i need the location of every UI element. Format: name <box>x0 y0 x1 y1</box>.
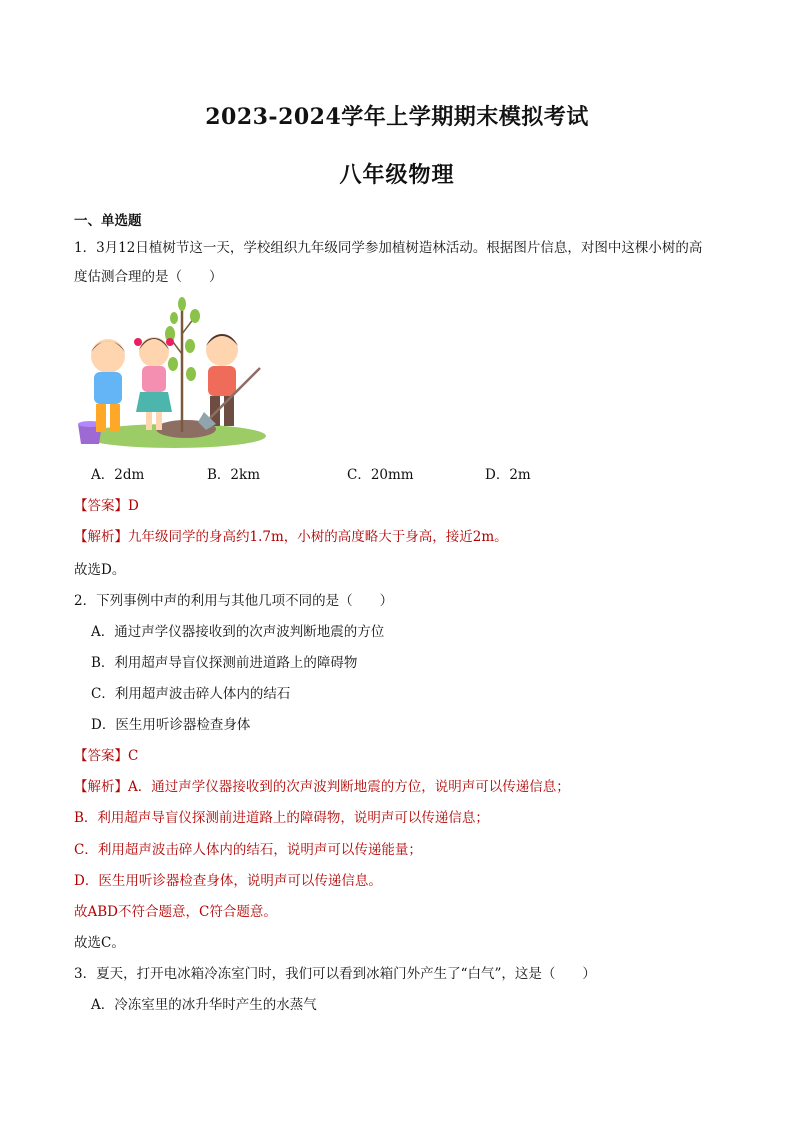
q2-analysis-line1 <box>74 777 570 797</box>
q1-conclusion: 故选D。 <box>74 562 126 578</box>
answer-tag: 【答案】 <box>74 498 128 514</box>
q1-option-b: B．2km <box>207 467 260 483</box>
q1-stem-line2: 度估测合理的是（ ） <box>74 269 223 285</box>
q2-stem: 2．下列事例中声的利用与其他几项不同的是（ ） <box>74 593 394 609</box>
q2-option-a: A．通过声学仪器接收到的次声波判断地震的方位 <box>91 624 385 640</box>
q1-answer <box>74 496 139 516</box>
q1-stem-line1: 1．3月12日植树节这一天，学校组织九年级同学参加植树造林活动。根据图片信息，对图中这棵小树的高 <box>74 240 703 256</box>
analysis-text: 九年级同学的身高约1.7m，小树的高度略大于身高，接近2m。 <box>128 529 508 545</box>
q1-option-a: A．2dm <box>91 467 145 483</box>
tree-planting-illustration <box>74 294 266 454</box>
q2-analysis-line5: 故ABD不符合题意，C符合题意。 <box>74 904 277 920</box>
section-heading: 一、单选题 <box>74 213 142 229</box>
answer-value: D <box>128 498 139 514</box>
q2-answer <box>74 746 138 766</box>
exam-subtitle: 八年级物理 <box>339 162 455 188</box>
answer-value: C <box>128 748 139 764</box>
analysis-text: A．通过声学仪器接收到的次声波判断地震的方位，说明声可以传递信息； <box>128 779 570 795</box>
q1-option-c: C．20mm <box>347 467 414 483</box>
answer-tag: 【答案】 <box>74 748 128 764</box>
q2-option-d: D．医生用听诊器检查身体 <box>91 717 251 733</box>
q3-stem: 3．夏天，打开电冰箱冷冻室门时，我们可以看到冰箱门外产生了“白气”，这是（ ） <box>74 966 596 982</box>
q2-option-c: C．利用超声波击碎人体内的结石 <box>91 686 291 702</box>
q1-analysis <box>74 527 508 547</box>
q2-analysis-line4: D．医生用听诊器检查身体，说明声可以传递信息。 <box>74 873 382 889</box>
q2-option-b: B．利用超声导盲仪探测前进道路上的障碍物 <box>91 655 358 671</box>
q2-conclusion: 故选C。 <box>74 935 125 951</box>
analysis-tag: 【解析】 <box>74 529 128 545</box>
q2-analysis-line2: B．利用超声导盲仪探测前进道路上的障碍物，说明声可以传递信息； <box>74 810 489 826</box>
q1-option-d: D．2m <box>485 467 531 483</box>
q3-option-a: A．冷冻室里的冰升华时产生的水蒸气 <box>91 997 317 1013</box>
exam-title: 2023-2024学年上学期期末模拟考试 <box>205 104 589 130</box>
analysis-tag: 【解析】 <box>74 779 128 795</box>
q2-analysis-line3: C．利用超声波击碎人体内的结石，说明声可以传递能量； <box>74 842 422 858</box>
